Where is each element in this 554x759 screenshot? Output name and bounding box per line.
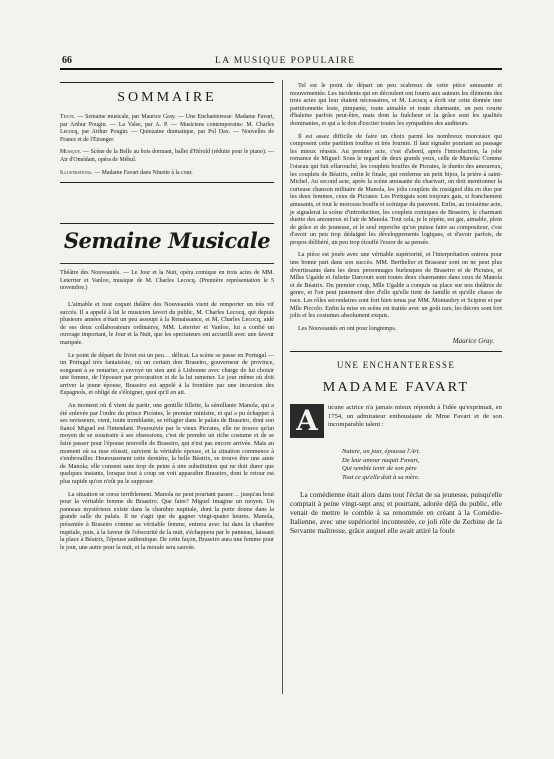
paragraph: Au moment où il vient de partir, une gentille fillette, la sémillante Manola, qui a été enlevée par l'ordre du prince Picrates, le premier ministre, et qui a pu échapper à ses ravisseurs, vient, toute tremblante, se réfugier dans le palais de Braseiro, dont son fiancé Miguel est l'intendant. Poursuivie par le vieux Picrates, elle ne trouve qu'un moyen de se soustraire à ses obsessions, c'est de prendre un riche costume et de se faire passer pour l'épouse nouvelle de Braseiro, qui n'est pas encore arrivée. Mais au moment où sa ruse réussit, survient la véritable épouse, et la situation commence à s'embrouiller. Heureusement cette dernière, la belle Béatrix, se trouve être une amie de Manola; elle consent sans trop de peine à une substitution qui ne doit durer que quelques instants, lorsque tout à coup on voit apparaître Braseiro, dont le retour est plus rapide qu'on n'eût pu le supposer.: [60, 402, 274, 485]
sommaire-musique-body: — Scène de la Belle au bois dormant, ballet d'Hérold (réduite pour le piano). — Air d'Omédant, opéra de Méhul.: [60, 149, 274, 163]
right-column: [290, 82, 502, 535]
sommaire-illustrations-body: — Madame Favart dans Ninette à la cour.: [94, 169, 193, 176]
theatre-notice: Théâtre des Nouveautés. — Le Jour et la Nuit, opéra comique en trois actes de MM. Leterrier et Vanloo, musique de M. Charles Lecocq. (Première représentation le 5 novembre.): [60, 270, 274, 292]
paragraph: Les Nouveautés en ont pour longtemps.: [298, 324, 397, 332]
sommaire-musique-label: Musique.: [60, 149, 82, 156]
semaine-title: Semaine Musicale: [63, 228, 271, 254]
verse-line: Qui semble tenir de son père: [342, 465, 417, 473]
paragraph: Le point de départ du livret est un peu… délicat. La scène se passe en Portugal — un Portugal très fantaisiste, où un certain don Braseiro, gouverneur de province, songeant à se remarier, a envoyé un sien ami à Lisbonne avec charge de lui choisir une femme, de l'épouser par procuration et de la lui ramener. Le jour même où doit arriver la jeune épouse, Braseiro est appelé à la frontière par une incursion des Espagnols, et obligé de s'éloigner, quoi qu'il en ait.: [60, 351, 274, 397]
verse-line: Nature, un jour, époussa l'Art.: [342, 448, 421, 456]
paragraph: Tel est le point de départ un peu scabreux de cette pièce amusante et mouvementée. Les incidents qui en découlent ont fourni aux auteurs les éléments des trois actes qui leur étaient nécessaires, et M. Lecocq a écrit sur cette donnée une partitionnette leste, pimpante, toute aimable et toute charmante, un peu courte d'haleine parfois peut-être, mais dont la fraîcheur et la grâce sont les qualités dominantes, et qui a le don d'exciter toutes les sympathies des auditeurs.: [290, 82, 502, 127]
sommaire-musique: [60, 149, 274, 164]
article-intro: [290, 404, 502, 440]
sommaire-texte: [60, 114, 274, 144]
semaine-text-right: [290, 82, 502, 332]
paragraph: La pièce est jouée avec une véritable supériorité, et l'interprétation entrera pour une bonne part dans son succès. MM. Berthelier et Brasseur sont on ne peut plus divertissants dans les deux personnages burlesques de Braseiro et de Picrates, et Mlles Ugalde et Juliette Darcourt sont toutes deux charmantes dans ceux de Manola et de Béatrix. Du premier coup, Mlle Ugalde a conquis sa place sur nos théâtres de genre, et l'on peut justement dire d'elle qu'elle tient de famille et qu'elle chasse de race. Les rôles secondaires sont fort bien tenus par MM. Montaubry et Scipion et par Mlle Piccolo. Enfin la mise en scène est traitée avec un goût rare, les décors sont fort jolis et les costumes absolument exquis.: [290, 251, 502, 320]
paragraph: Il est assez difficile de faire un choix parmi les nombreux morceaux qui composent cette partition touffue et très fournie. Il faut signaler pourtant au passage les mieux réussis. Au premier acte, c'est d'abord, après l'introduction, la jolie romance de Miguel: Sous le regard de deux grands yeux, celle de Manola: Comme l'oiseau qui fuit effarouché, les couplets bouffes de Picrates, le duetto des amoureux, les couplets de Béatrix, enfin le finale, qui renferme un petit bijou, la prière à saint-Michel. Au second acte, après la scène amusante du charivari, on doit mentionner la curieuse chanson militaire de Manola, les jolis couplets du rossignol dits en duo par les deux femmes, ceux de Picrates: Les Portugais sont toujours gais, si franchement amusants, et tout le morceau bouffe et scénique du paravent. Enfin, au troisième acte, je signalerai la scène d'introduction, les couplets comiques de Braseiro, le charmant duetto des amoureux et l'air de Manola. Tout cela, je le répète, est gai, aimable, plein de grâce et de jeunesse, et le seul reproche qu'on puisse faire au compositeur, c'est d'avoir un peu trop dédaigné les développements logiques, et d'avoir parfois, de propos délibéré, un peu trop étouffé l'essor de sa pensée.: [290, 132, 502, 246]
sommaire-illustrations-label: Illustrations.: [60, 169, 93, 176]
running-title: LA MUSIQUE POPULAIRE: [215, 56, 356, 66]
sommaire-texte-label: Texte.: [60, 114, 76, 120]
article-heading: UNE ENCHANTERESSE: [336, 360, 456, 371]
page-number: 66: [62, 55, 72, 66]
sommaire-top-rule: [60, 82, 274, 83]
semaine-top-rule: [60, 223, 274, 224]
intro-text: ucune actrice n'a jamais mieux répondu à l'idée qu'exprimait, en 1754, un admirateur enthousiaste de Mme Favart et de son incomparable talent :: [328, 404, 502, 428]
sommaire-texte-body: — Semaine musicale, par Maurice Gray. — Une Enchanteresse: Madame Favart, par Arthur Pougin. — La Valse, par A. P. — Musiciens contemporains: M. Charles Lecocq, par Arthur Pougin. — Quinzaine dramatique, par Pol Dax. — Nouvelles de France et de l'Étranger.: [60, 114, 274, 143]
signature: Maurice Gray.: [452, 337, 494, 346]
verse-quote: [342, 448, 502, 482]
verse-line: De leur amour naquit Favart,: [342, 456, 420, 464]
paragraph: L'aimable et tout coquet théâtre des Nouveautés vient de remporter un très vif succès. Il a appelé à lui le musicien favori du public, M. Charles Lecocq, qui depuis plusieurs années n'était un peu assoupi à la Renaissance, et M. Charles Lecocq, aidé de ses deux collaborateurs ordinaires, MM. Leterrier et Vanloo, lui a confié un ouvrage important, le Jour et la Nuit, que les spectateurs ont accueilli avec une faveur marquée.: [60, 300, 274, 346]
article-paragraph: La comédienne était alors dans tout l'éclat de sa jeunesse, puisqu'elle comptait à peine vingt-sept ans; et pourtant, adorée déjà du public, elle venait de mettre le comble à sa renommée en créant à la Comédie-Italienne, avec une supériorité incontestée, ce joli rôle de Zerbine de la Servante maîtresse, grâce auquel elle avait attiré la foule: [290, 490, 502, 536]
semaine-text-left: [60, 301, 274, 551]
column-divider: [282, 80, 283, 694]
header-rule: [60, 68, 502, 70]
verse-line: Tout ce qu'elle doit à sa mère.: [342, 473, 420, 481]
section-separator: [290, 351, 502, 352]
paragraph: La situation se corse terriblement. Manola ne peut pourtant passer… jusqu'au bout pour la véritable femme de Braseiro. Que faire? Miguel imagine un moyen. Un panneau mystérieux existe dans la chambre nuptiale, dont la porte donne dans la grande salle du palais. Il ne s'agit que de gagner vingt-quatre heures. Manola, présentée à Braseiro comme sa véritable femme, entrera avec lui dans la chambre nuptiale, puis, à la faveur de l'obscurité de la nuit, s'échappera par le panneau, laissant la place à Béatrix, l'épouse authentique. De cette façon, Braseiro aura une femme pour le jour, une autre pour la nuit, et la morale sera sauvée.: [60, 490, 274, 551]
article-title: MADAME FAVART: [322, 380, 470, 396]
sommaire-title: SOMMAIRE: [117, 90, 217, 105]
semaine-rule: [60, 263, 274, 264]
sommaire-illustrations: [60, 170, 274, 178]
dropcap-letter: A: [290, 404, 324, 438]
left-column: [60, 82, 274, 556]
sommaire-bottom-rule: [60, 182, 274, 183]
